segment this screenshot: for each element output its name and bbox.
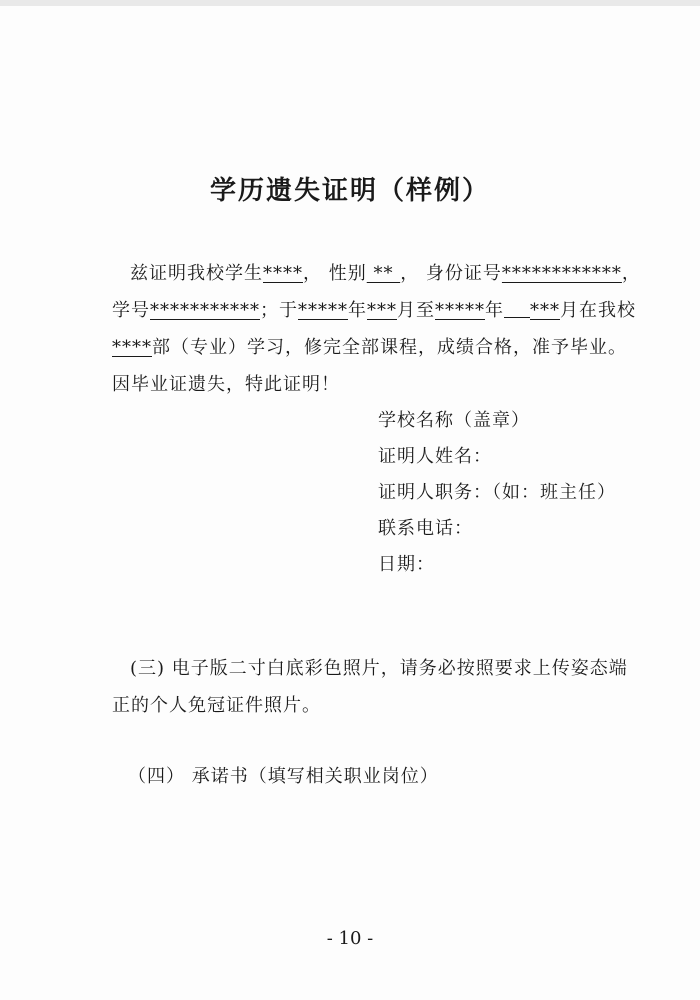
body-line-1	[130, 262, 641, 286]
section-4-heading: （四） 承诺书（填写相关职业岗位）	[128, 766, 439, 787]
text-segment: 部（专业）学习，修完全部课程，成绩合格，准予毕业。	[152, 337, 627, 358]
student-name-blank: ****	[263, 263, 303, 284]
body-line-3	[112, 336, 627, 360]
body-line-4: 因毕业证遗失，特此证明！	[112, 374, 340, 395]
gender-blank: **	[366, 263, 401, 284]
student-number-blank: ***********	[150, 300, 260, 321]
certifier-name-label: 证明人姓名：	[378, 446, 492, 467]
section-3-line-1: (三) 电子版二寸白底彩色照片，请务必按照要求上传姿态端	[130, 658, 628, 679]
text-segment: ；于	[260, 300, 298, 321]
section-3-line-2: 正的个人免冠证件照片。	[112, 695, 321, 716]
department-blank: ****	[112, 337, 152, 358]
contact-phone-label: 联系电话：	[378, 518, 473, 539]
end-year-blank: *****	[435, 300, 485, 321]
text-segment: 月至	[397, 300, 435, 321]
date-label: 日期：	[378, 554, 435, 575]
start-year-blank: *****	[298, 300, 348, 321]
blank-underline	[504, 299, 530, 318]
text-segment: ， 性别	[303, 263, 367, 284]
text-segment: ， 身份证号	[400, 263, 502, 284]
text-segment: 学号	[112, 300, 150, 321]
certifier-position-label: 证明人职务：（如：班主任）	[378, 482, 616, 503]
page-number: - 10 -	[326, 928, 374, 949]
school-name-label: 学校名称（盖章）	[378, 410, 530, 431]
text-segment: 兹证明我校学生	[130, 263, 263, 284]
body-line-2	[112, 299, 636, 323]
text-segment: 月在我校	[560, 300, 636, 321]
text-segment: ，	[621, 263, 641, 284]
end-month-blank: ***	[530, 300, 560, 321]
id-number-blank: ************	[501, 263, 622, 284]
start-month-blank: ***	[367, 300, 397, 321]
text-segment: 年	[348, 300, 367, 321]
text-segment: 年	[485, 300, 504, 321]
document-title: 学历遗失证明（样例）	[209, 176, 490, 206]
